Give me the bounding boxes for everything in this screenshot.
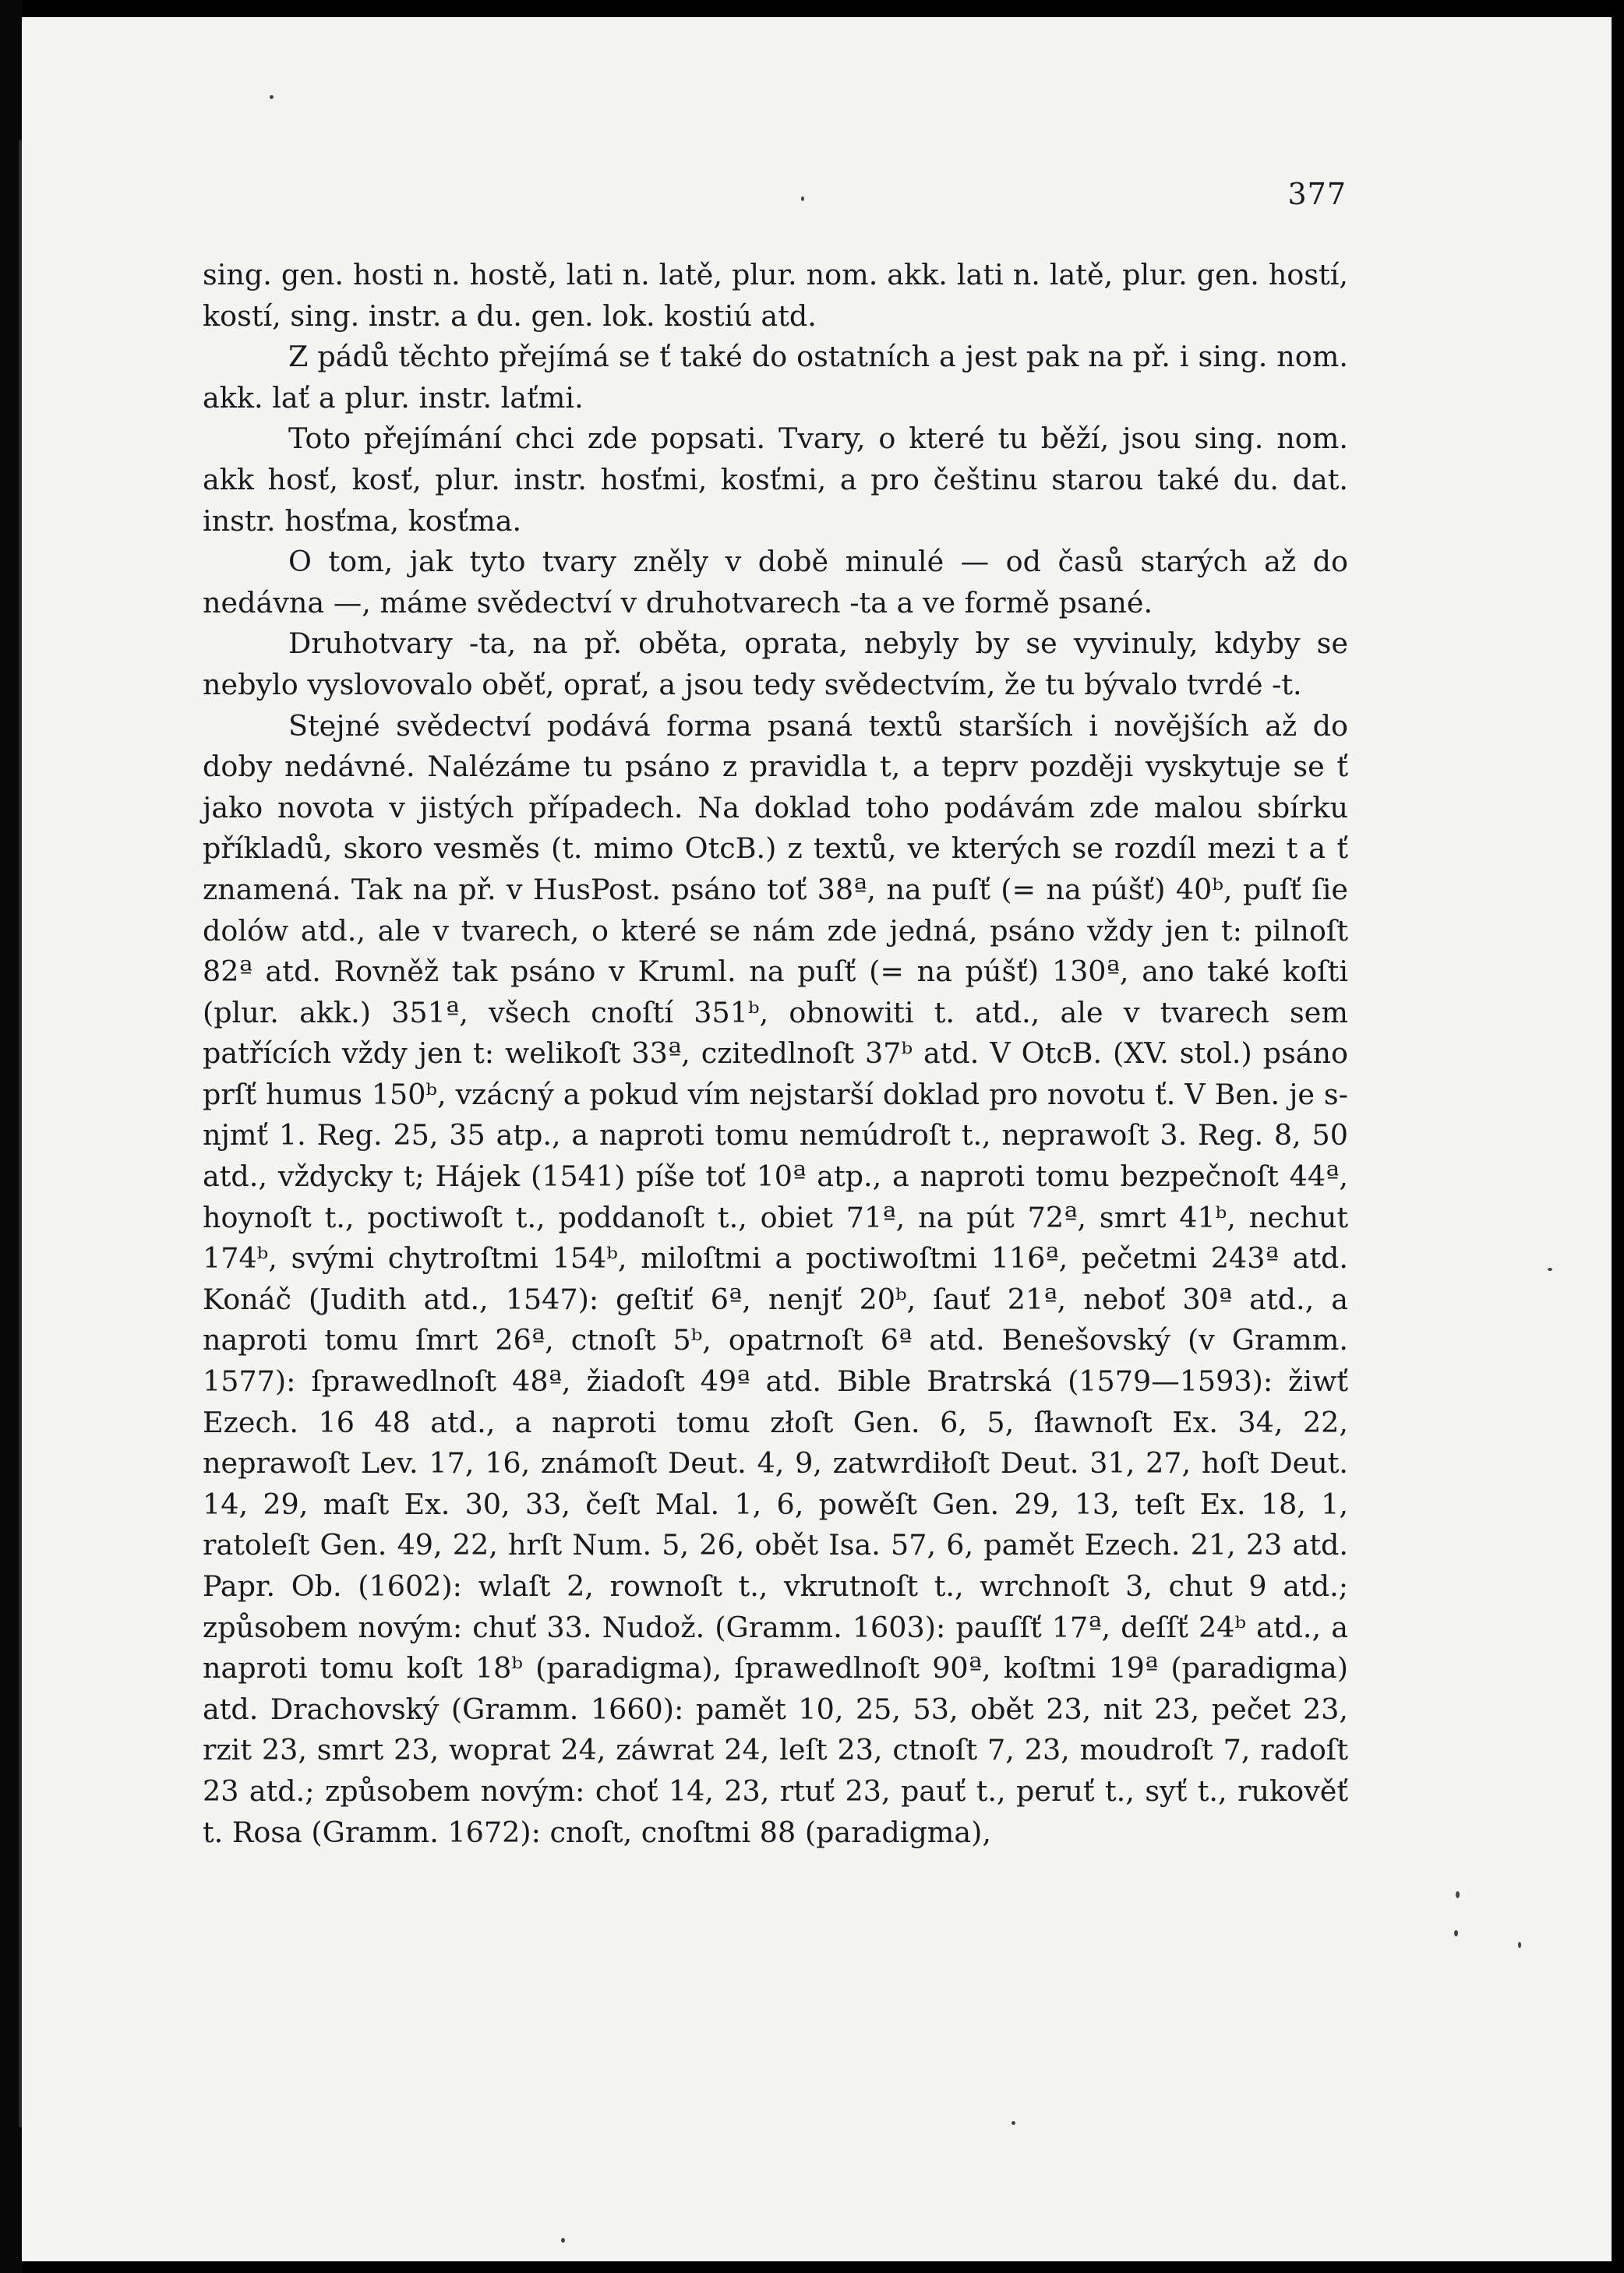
print-speck xyxy=(1548,1268,1552,1271)
book-page xyxy=(22,17,1612,2261)
paragraph-6: Stejné svědectví podává forma psaná textů starších i novějších až do doby nedávné. Nalézáme tu psáno z pravidla t, a teprv později vyskytuje se ť jako novota v jistých případech. Na doklad toho podávám zde malou sbírku příkladů, skoro vesměs (t. mimo OtcB.) z textů, ve kterých se rozdíl mezi t a ť znamená. Tak na př. v HusPost. psáno toť 38ª, na puſť (= na púšť) 40ᵇ, puſť ſie dolów atd., ale v tvarech, o které se nám zde jedná, psáno vždy jen t: pilnoſt 82ª atd. Rovněž tak psáno v Kruml. na puſť (= na púšť) 130ª, ano také koſti (plur. akk.) 351ª, všech cnoſtí 351ᵇ, obnowiti t. atd., ale v tvarech sem patřících vždy jen t: welikoſt 33ª, czitedlnoſt 37ᵇ atd. V OtcB. (XV. stol.) psáno prſť humus 150ᵇ, vzácný a pokud vím nejstarší doklad pro novotu ť. V Ben. je s-njmť 1. Reg. 25, 35 atp., a naproti tomu nemúdroſt t., neprawoſt 3. Reg. 8, 50 atd., vždycky t; Hájek (1541) píše toť 10ª atp., a naproti tomu bezpečnoſt 44ª, hoynoſt t., poctiwoſt t., poddanoſt t., obiet 71ª, na pút 72ª, smrt 41ᵇ, nechut 174ᵇ, svými chytroſtmi 154ᵇ, miloſtmi a poctiwoſtmi 116ª, pečetmi 243ª atd. Konáč (Judith atd., 1547): geſtiť 6ª, nenjť 20ᵇ, ſauť 21ª, neboť 30ª atd., a naproti tomu ſmrt 26ª, ctnoſt 5ᵇ, opatrnoſt 6ª atd. Benešovský (v Gramm. 1577): ſprawedlnoſt 48ª, žiadoſt 49ª atd. Bible Bratrská (1579—1593): žiwť Ezech. 16 48 atd., a naproti tomu złoſt Gen. 6, 5, ſławnoſt Ex. 34, 22, neprawoſt Lev. 17, 16, známoſt Deut. 4, 9, zatwrdiłoſt Deut. 31, 27, hoſt Deut. 14, 29, maſt Ex. 30, 33, čeſt Mal. 1, 6, powěſt Gen. 29, 13, teſt Ex. 18, 1, ratoleſt Gen. 49, 22, hrſt Num. 5, 26, obět Isa. 57, 6, pamět Ezech. 21, 23 atd. Papr. Ob. (1602): wlaſt 2, rownoſt t., vkrutnoſt t., wrchnoſt 3, chut 9 atd.; způsobem novým: chuť 33. Nudož. (Gramm. 1603): pauſſť 17ª, deſſť 24ᵇ atd., a naproti tomu koſt 18ᵇ (paradigma), ſprawedlnoſt 90ª, koſtmi 19ª (paradigma) atd. Drachovský (Gramm. 1660): pamět 10, 25, 53, obět 23, nit 23, pečet 23, rzit 23, smrt 23, woprat 24, záwrat 24, leſt 23, ctnoſt 7, 23, moudroſt 7, radoſt 23 atd.; způsobem novým: choť 14, 23, rtuť 23, pauť t., peruť t., syť t., rukověť t. Rosa (Gramm. 1672): cnoſt, cnoſtmi 88 (paradigma), xyxy=(203,708,1348,1849)
print-speck xyxy=(1456,1891,1460,1898)
paragraph-3: Toto přejímání chci zde popsati. Tvary, o které tu běží, jsou sing. nom. akk hosť, kosť, plur. instr. hosťmi, kosťmi, a pro češtinu starou také du. dat. instr. hosťma, kosťma. xyxy=(203,422,1348,538)
print-speck xyxy=(1518,1942,1521,1948)
paragraph-5: Druhotvary -ta, na př. oběta, oprata, nebyly by se vyvinuly, kdyby se nebylo vyslovovalo oběť, oprať, a jsou tedy svědectvím, že tu bývalo tvrdé -t. xyxy=(203,626,1348,701)
print-speck xyxy=(801,196,804,201)
paragraph-4: O tom, jak tyto tvary zněly v době minulé — od časů starých až do nedávna —, máme svědectví v druhotvarech -ta a ve formě psané. xyxy=(203,545,1348,619)
print-speck xyxy=(1454,1930,1458,1936)
print-speck xyxy=(561,2238,565,2243)
paragraph-1: sing. gen. hosti n. hostě, lati n. latě, plur. nom. akk. lati n. latě, plur. gen. hostí, kostí, sing. instr. a du. gen. lok. kostiú atd. xyxy=(203,258,1348,333)
paragraph-2: Z pádů těchto přejímá se ť také do ostatních a jest pak na př. i sing. nom. akk. lať a plur. instr. laťmi. xyxy=(203,340,1348,415)
print-speck xyxy=(270,95,274,99)
print-speck xyxy=(1011,2121,1015,2125)
page-number: 377 xyxy=(1287,177,1347,211)
body-text xyxy=(203,255,1348,1853)
